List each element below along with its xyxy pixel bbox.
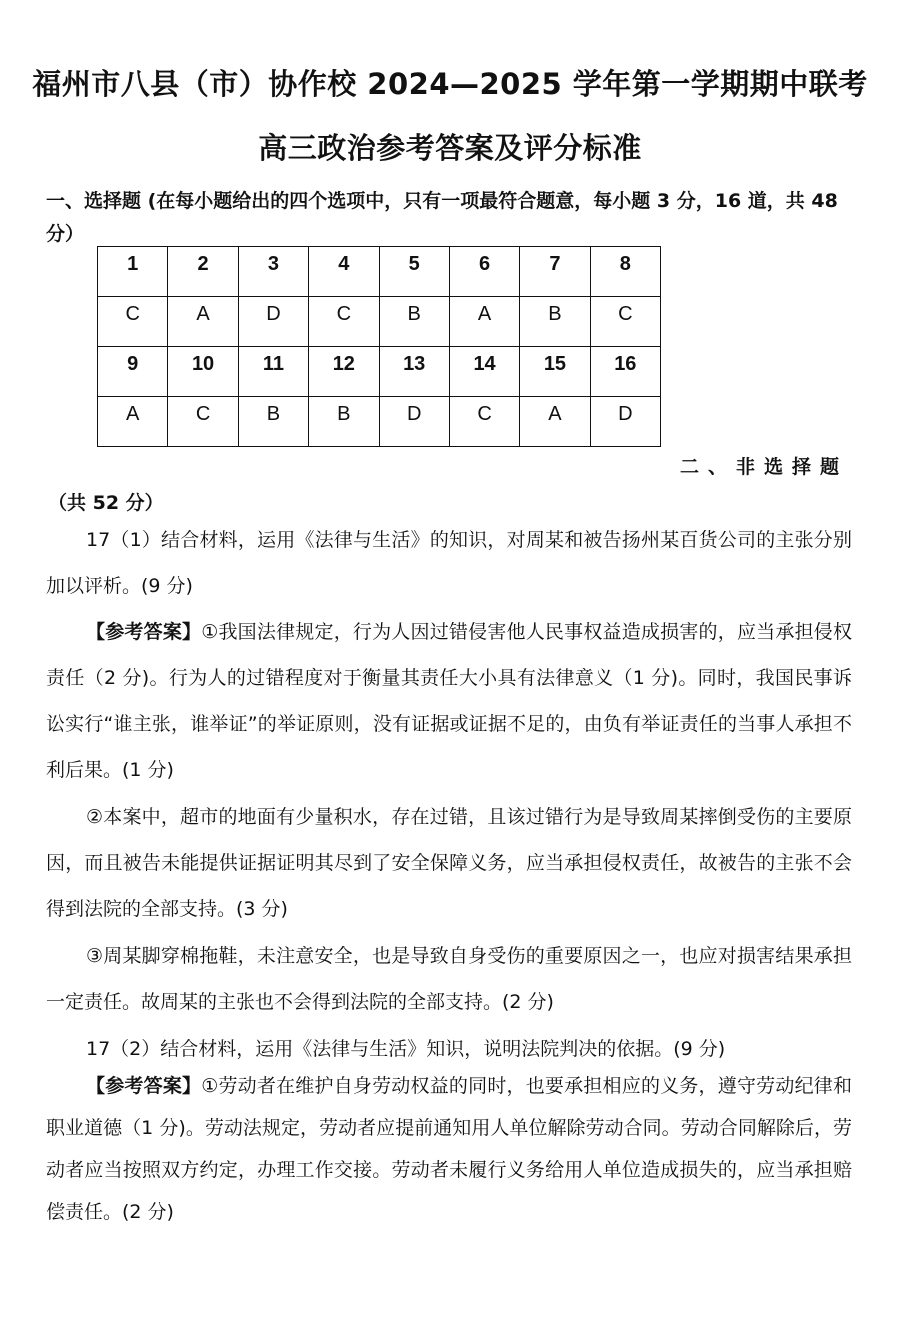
answer-label: 【参考答案】 — [86, 1075, 202, 1097]
answer-key-table — [97, 246, 661, 447]
document-title: 福州市八县（市）协作校 2024—2025 学年第一学期期中联考 — [32, 67, 868, 101]
table-cell: 6 — [449, 247, 519, 297]
table-cell: A — [98, 397, 168, 447]
table-cell: 9 — [98, 347, 168, 397]
table-cell: 8 — [590, 247, 660, 297]
table-cell: A — [449, 297, 519, 347]
table-cell: 1 — [98, 247, 168, 297]
table-cell: 5 — [379, 247, 449, 297]
answer-17-2-point-1 — [46, 1065, 852, 1233]
section-1-heading: 一、选择题 (在每小题给出的四个选项中，只有一项最符合题意，每小题 3 分，16 道，共 48 分） — [46, 190, 838, 245]
table-cell: B — [520, 297, 590, 347]
section-2-points: （共 52 分） — [48, 492, 164, 514]
table-cell: 4 — [309, 247, 379, 297]
document-subtitle: 高三政治参考答案及评分标准 — [258, 131, 642, 165]
answer-row — [98, 297, 661, 347]
table-cell: 12 — [309, 347, 379, 397]
table-cell: B — [379, 297, 449, 347]
table-cell: 11 — [238, 347, 308, 397]
table-cell: D — [379, 397, 449, 447]
table-cell: C — [449, 397, 519, 447]
question-17-2: 17（2）结合材料，运用《法律与生活》知识，说明法院判决的依据。(9 分) — [86, 1038, 726, 1060]
section-2-heading: 二、非选择题 — [679, 456, 848, 478]
answer-17-1-point-2: ②本案中，超市的地面有少量积水，存在过错，且该过错行为是导致周某摔倒受伤的主要原因，而且被告未能提供证据证明其尽到了安全保障义务，应当承担侵权责任，故被告的主张不会得到法院的全部支持。(3 分) — [46, 806, 852, 920]
table-cell: B — [238, 397, 308, 447]
answer-row — [98, 397, 661, 447]
table-cell: D — [238, 297, 308, 347]
table-cell: 2 — [168, 247, 238, 297]
table-cell: 13 — [379, 347, 449, 397]
table-cell: 14 — [449, 347, 519, 397]
table-cell: 3 — [238, 247, 308, 297]
question-17-1: 17（1）结合材料，运用《法律与生活》的知识，对周某和被告扬州某百货公司的主张分别加以评析。(9 分) — [46, 529, 852, 597]
table-cell: B — [309, 397, 379, 447]
table-cell: C — [168, 397, 238, 447]
table-cell: 7 — [520, 247, 590, 297]
table-cell: 16 — [590, 347, 660, 397]
table-cell: 15 — [520, 347, 590, 397]
question-number-row — [98, 247, 661, 297]
table-cell: D — [590, 397, 660, 447]
table-cell: 10 — [168, 347, 238, 397]
table-cell: A — [520, 397, 590, 447]
answer-text: ①劳动者在维护自身劳动权益的同时，也要承担相应的义务，遵守劳动纪律和职业道德（1 分)。劳动法规定，劳动者应提前通知用人单位解除劳动合同。劳动合同解除后，劳动者应当按照双方约定，办理工作交接。劳动者未履行义务给用人单位造成损失的，应当承担赔偿责任。(2 分) — [46, 1075, 852, 1223]
table-cell: A — [168, 297, 238, 347]
table-cell: C — [98, 297, 168, 347]
table-cell: C — [590, 297, 660, 347]
answer-text: ①我国法律规定，行为人因过错侵害他人民事权益造成损害的，应当承担侵权责任（2 分)。行为人的过错程度对于衡量其责任大小具有法律意义（1 分)。同时，我国民事诉讼实行“谁主张，谁举证”的举证原则，没有证据或证据不足的，由负有举证责任的当事人承担不利后果。(1 分) — [46, 621, 852, 781]
answer-17-1-point-3: ③周某脚穿棉拖鞋，未注意安全，也是导致自身受伤的重要原因之一，也应对损害结果承担一定责任。故周某的主张也不会得到法院的全部支持。(2 分) — [46, 945, 852, 1013]
table-cell: C — [309, 297, 379, 347]
answer-label: 【参考答案】 — [86, 621, 202, 643]
answer-17-1-point-1 — [46, 609, 852, 793]
question-number-row — [98, 347, 661, 397]
